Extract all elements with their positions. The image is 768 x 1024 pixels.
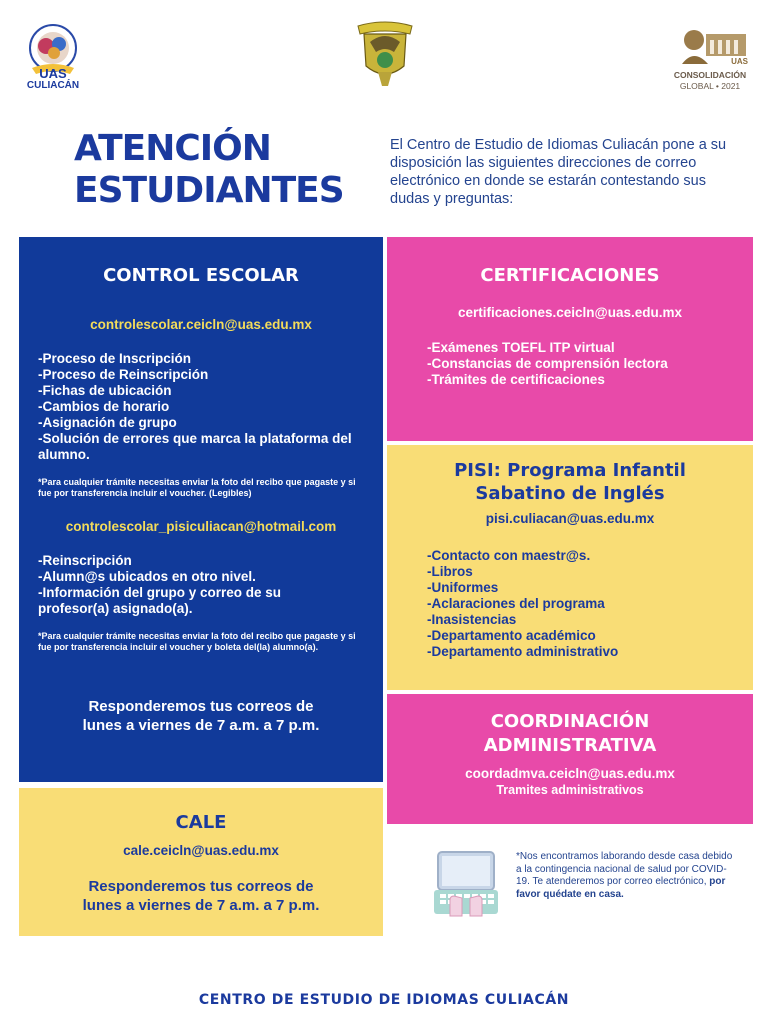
logo-uas-text: UAS [39, 66, 67, 81]
list-item: -Alumn@s ubicados en otro nivel. [38, 569, 256, 584]
coordinacion-title-line-1: COORDINACIÓN [490, 711, 650, 732]
list-item: -Uniformes [427, 580, 499, 595]
coordinacion-subtitle: Tramites administrativos [496, 783, 644, 797]
logo-consolidacion-text: CONSOLIDACIÓN [673, 70, 747, 80]
pisi-title [387, 459, 753, 505]
list-item: -Proceso de Inscripción [38, 351, 192, 366]
control-escolar-panel [19, 237, 383, 782]
footer-title: CENTRO DE ESTUDIO DE IDIOMAS CULIACÁN [198, 992, 570, 1008]
title-line-2: ESTUDIANTES [74, 170, 344, 211]
control-escolar-list-2 [38, 553, 338, 617]
list-item: -Cambios de horario [38, 399, 170, 414]
page-title [74, 128, 374, 212]
control-escolar-hours [19, 697, 383, 735]
list-item: -Departamento académico [427, 628, 596, 643]
cale-title: CALE [175, 812, 227, 833]
uas-consolidacion-logo [673, 20, 748, 92]
covid-note-bold: por favor quédate en casa. [516, 876, 726, 900]
list-item: -Aclaraciones del programa [427, 596, 605, 611]
hours-line-2: lunes a viernes de 7 a.m. a 7 p.m. [82, 897, 320, 914]
logo-culiacan-text: CULIACÁN [26, 80, 80, 91]
list-item: -Trámites de certificaciones [427, 372, 605, 387]
uas-shield-logo [350, 16, 420, 96]
coordinacion-title [387, 710, 753, 758]
control-escolar-note-2: *Para cualquier trámite necesitas enviar la foto del recibo que pagaste y si fue por transferencia incluir el voucher y boleta del(la) alumno(a). [38, 631, 356, 652]
hours-line-1: Responderemos tus correos de [88, 878, 314, 895]
covid-note [516, 851, 738, 901]
hours-line-1: Responderemos tus correos de [88, 698, 314, 715]
coordinacion-title-line-2: ADMINISTRATIVA [483, 735, 657, 756]
list-item: -Constancias de comprensión lectora [427, 356, 668, 371]
coordinacion-panel [387, 694, 753, 824]
intro-text: El Centro de Estudio de Idiomas Culiacán pone a su disposición las siguientes direcciones de correo electrónico en donde se estarán contestando sus dudas y preguntas: [390, 137, 727, 207]
cei-logo [18, 22, 88, 94]
control-escolar-email[interactable]: controlescolar.ceicln@uas.edu.mx [90, 317, 312, 332]
hours-line-2: lunes a viernes de 7 a.m. a 7 p.m. [82, 717, 320, 734]
list-item: -Departamento administrativo [427, 644, 619, 659]
pisi-title-line-2: Sabatino de Inglés [475, 483, 665, 504]
certificaciones-email[interactable]: certificaciones.ceicln@uas.edu.mx [457, 305, 682, 320]
pisi-email[interactable]: pisi.culiacan@uas.edu.mx [485, 511, 655, 526]
list-item: -Inasistencias [427, 612, 517, 627]
coordinacion-email[interactable]: coordadmva.ceicln@uas.edu.mx [465, 766, 675, 781]
certificaciones-list [427, 340, 737, 388]
list-item: -Solución de errores que marca la plataforma del alumno. [38, 431, 352, 462]
list-item: -Reinscripción [38, 553, 132, 568]
logo-uas-small: UAS [731, 57, 748, 66]
pisi-title-line-1: PISI: Programa Infantil [454, 460, 686, 481]
control-escolar-pisi-email[interactable]: controlescolar_pisiculiacan@hotmail.com [65, 519, 337, 534]
cale-hours [19, 877, 383, 915]
pisi-panel [387, 445, 753, 690]
covid-note-text: *Nos encontramos laborando desde casa debido a la contingencia nacional de salud por COVID-19. Te atenderemos por correo electrónico, [516, 851, 733, 887]
logo-global-text: GLOBAL • 2021 [679, 81, 741, 91]
list-item: -Información del grupo y correo de su profesor(a) asignado(a). [38, 585, 282, 616]
cale-email[interactable]: cale.ceicln@uas.edu.mx [123, 843, 279, 858]
control-escolar-list [38, 351, 368, 463]
certificaciones-title: CERTIFICACIONES [480, 265, 660, 286]
list-item: -Asignación de grupo [38, 415, 177, 430]
cale-panel [19, 788, 383, 936]
laptop-typing-icon [432, 850, 500, 920]
certificaciones-panel [387, 237, 753, 441]
pisi-list [427, 548, 737, 660]
title-line-1: ATENCIÓN [74, 128, 271, 169]
control-escolar-note-1: *Para cualquier trámite necesitas enviar la foto del recibo que pagaste y si fue por transferencia incluir el voucher. (Legibles) [38, 477, 356, 498]
list-item: -Contacto con maestr@s. [427, 548, 591, 563]
control-escolar-title: CONTROL ESCOLAR [103, 265, 299, 286]
list-item: -Exámenes TOEFL ITP virtual [427, 340, 615, 355]
list-item: -Libros [427, 564, 473, 579]
list-item: -Proceso de Reinscripción [38, 367, 209, 382]
list-item: -Fichas de ubicación [38, 383, 172, 398]
